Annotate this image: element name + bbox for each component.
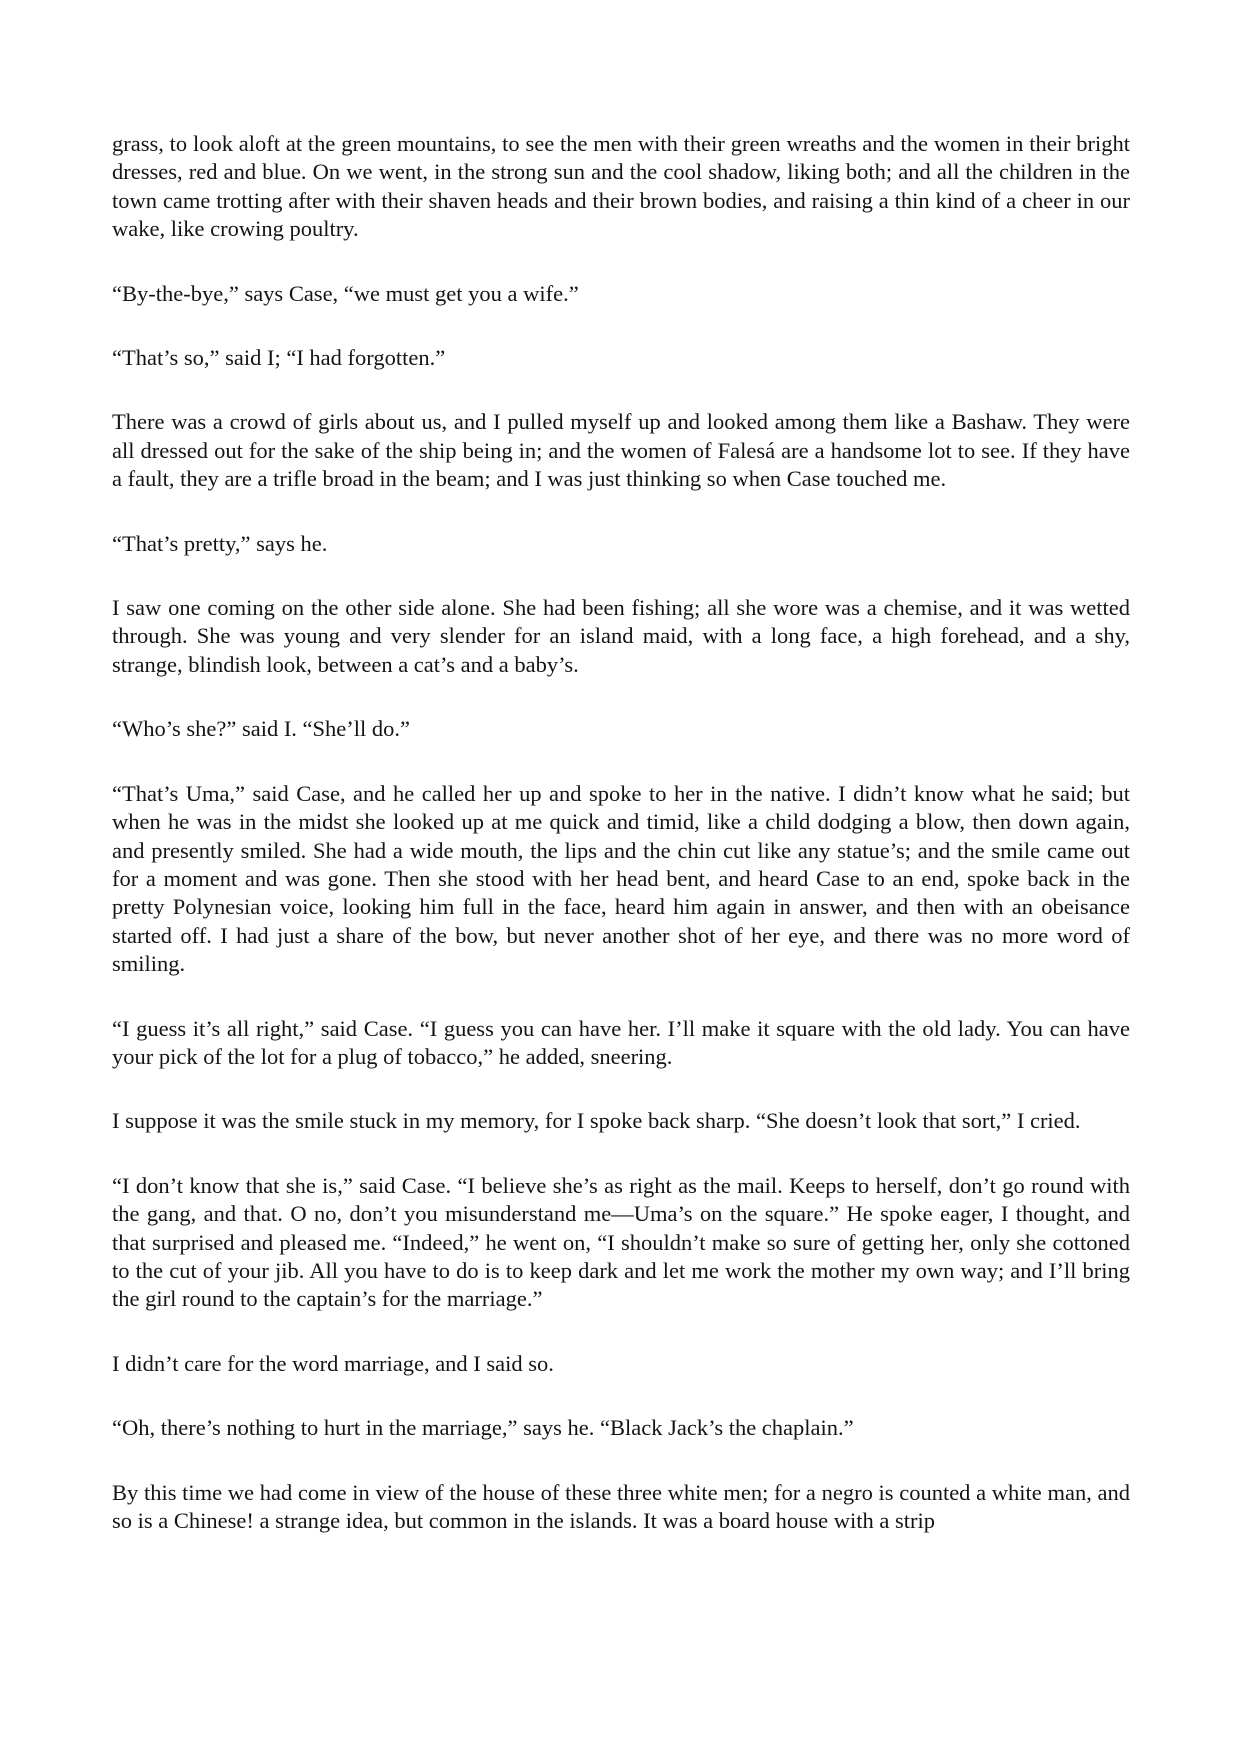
- paragraph: By this time we had come in view of the house of these three white men; for a negro is counted a white man, and so is a Chinese! a strange idea, but common in the islands. It was a board house with a strip: [112, 1479, 1130, 1533]
- paragraph: “By-the-bye,” says Case, “we must get you a wife.”: [112, 280, 579, 306]
- paragraph: “Oh, there’s nothing to hurt in the marriage,” says he. “Black Jack’s the chaplain.”: [112, 1415, 854, 1441]
- paragraph: “That’s so,” said I; “I had forgotten.”: [112, 345, 446, 371]
- paragraph: “I guess it’s all right,” said Case. “I guess you can have her. I’ll make it square with the old lady. You can have your pick of the lot for a plug of tobacco,” he added, sneering.: [112, 1015, 1130, 1069]
- paragraph: I suppose it was the smile stuck in my memory, for I spoke back sharp. “She doesn’t look that sort,” I cried.: [112, 1108, 1081, 1134]
- document-page: [112, 130, 1130, 1535]
- paragraph: “Who’s she?” said I. “She’ll do.”: [112, 716, 411, 742]
- paragraph: I saw one coming on the other side alone. She had been fishing; all she wore was a chemise, and it was wetted through. She was young and very slender for an island maid, with a long face, a high forehead, and a shy, strange, blindish look, between a cat’s and a baby’s.: [112, 595, 1130, 677]
- paragraph: “I don’t know that she is,” said Case. “I believe she’s as right as the mail. Keeps to herself, don’t go round with the gang, and that. O no, don’t you misunderstand me—Uma’s on the square.” He spoke eager, I thought, and that surprised and pleased me. “Indeed,” he went on, “I shouldn’t make so sure of getting her, only she cottoned to the cut of your jib. All you have to do is to keep dark and let me work the mother my own way; and I’ll bring the girl round to the captain’s for the marriage.”: [112, 1172, 1130, 1312]
- paragraph: There was a crowd of girls about us, and I pulled myself up and looked among them like a Bashaw. They were all dressed out for the sake of the ship being in; and the women of Falesá are a handsome lot to see. If they have a fault, they are a trifle broad in the beam; and I was just thinking so when Case touched me.: [112, 409, 1130, 492]
- paragraph: I didn’t care for the word marriage, and I said so.: [112, 1350, 554, 1376]
- paragraph: “That’s Uma,” said Case, and he called her up and spoke to her in the native. I didn’t know what he said; but when he was in the midst she looked up at me quick and timid, like a child dodging a blow, then down again, and presently smiled. She had a wide mouth, the lips and the chin cut like any statue’s; and the smile came out for a moment and was gone. Then she stood with her head bent, and heard Case to an end, spoke back in the pretty Polynesian voice, looking him full in the face, heard him again in answer, and then with an obeisance started off. I had just a share of the bow, but never another shot of her eye, and there was no more word of smiling.: [112, 780, 1130, 977]
- paragraph: grass, to look aloft at the green mountains, to see the men with their green wreaths and the women in their bright dresses, red and blue. On we went, in the strong sun and the cool shadow, liking both; and all the children in the town came trotting after with their shaven heads and their brown bodies, and raising a thin kind of a cheer in our wake, like crowing poultry.: [112, 131, 1130, 242]
- paragraph: “That’s pretty,” says he.: [112, 530, 328, 556]
